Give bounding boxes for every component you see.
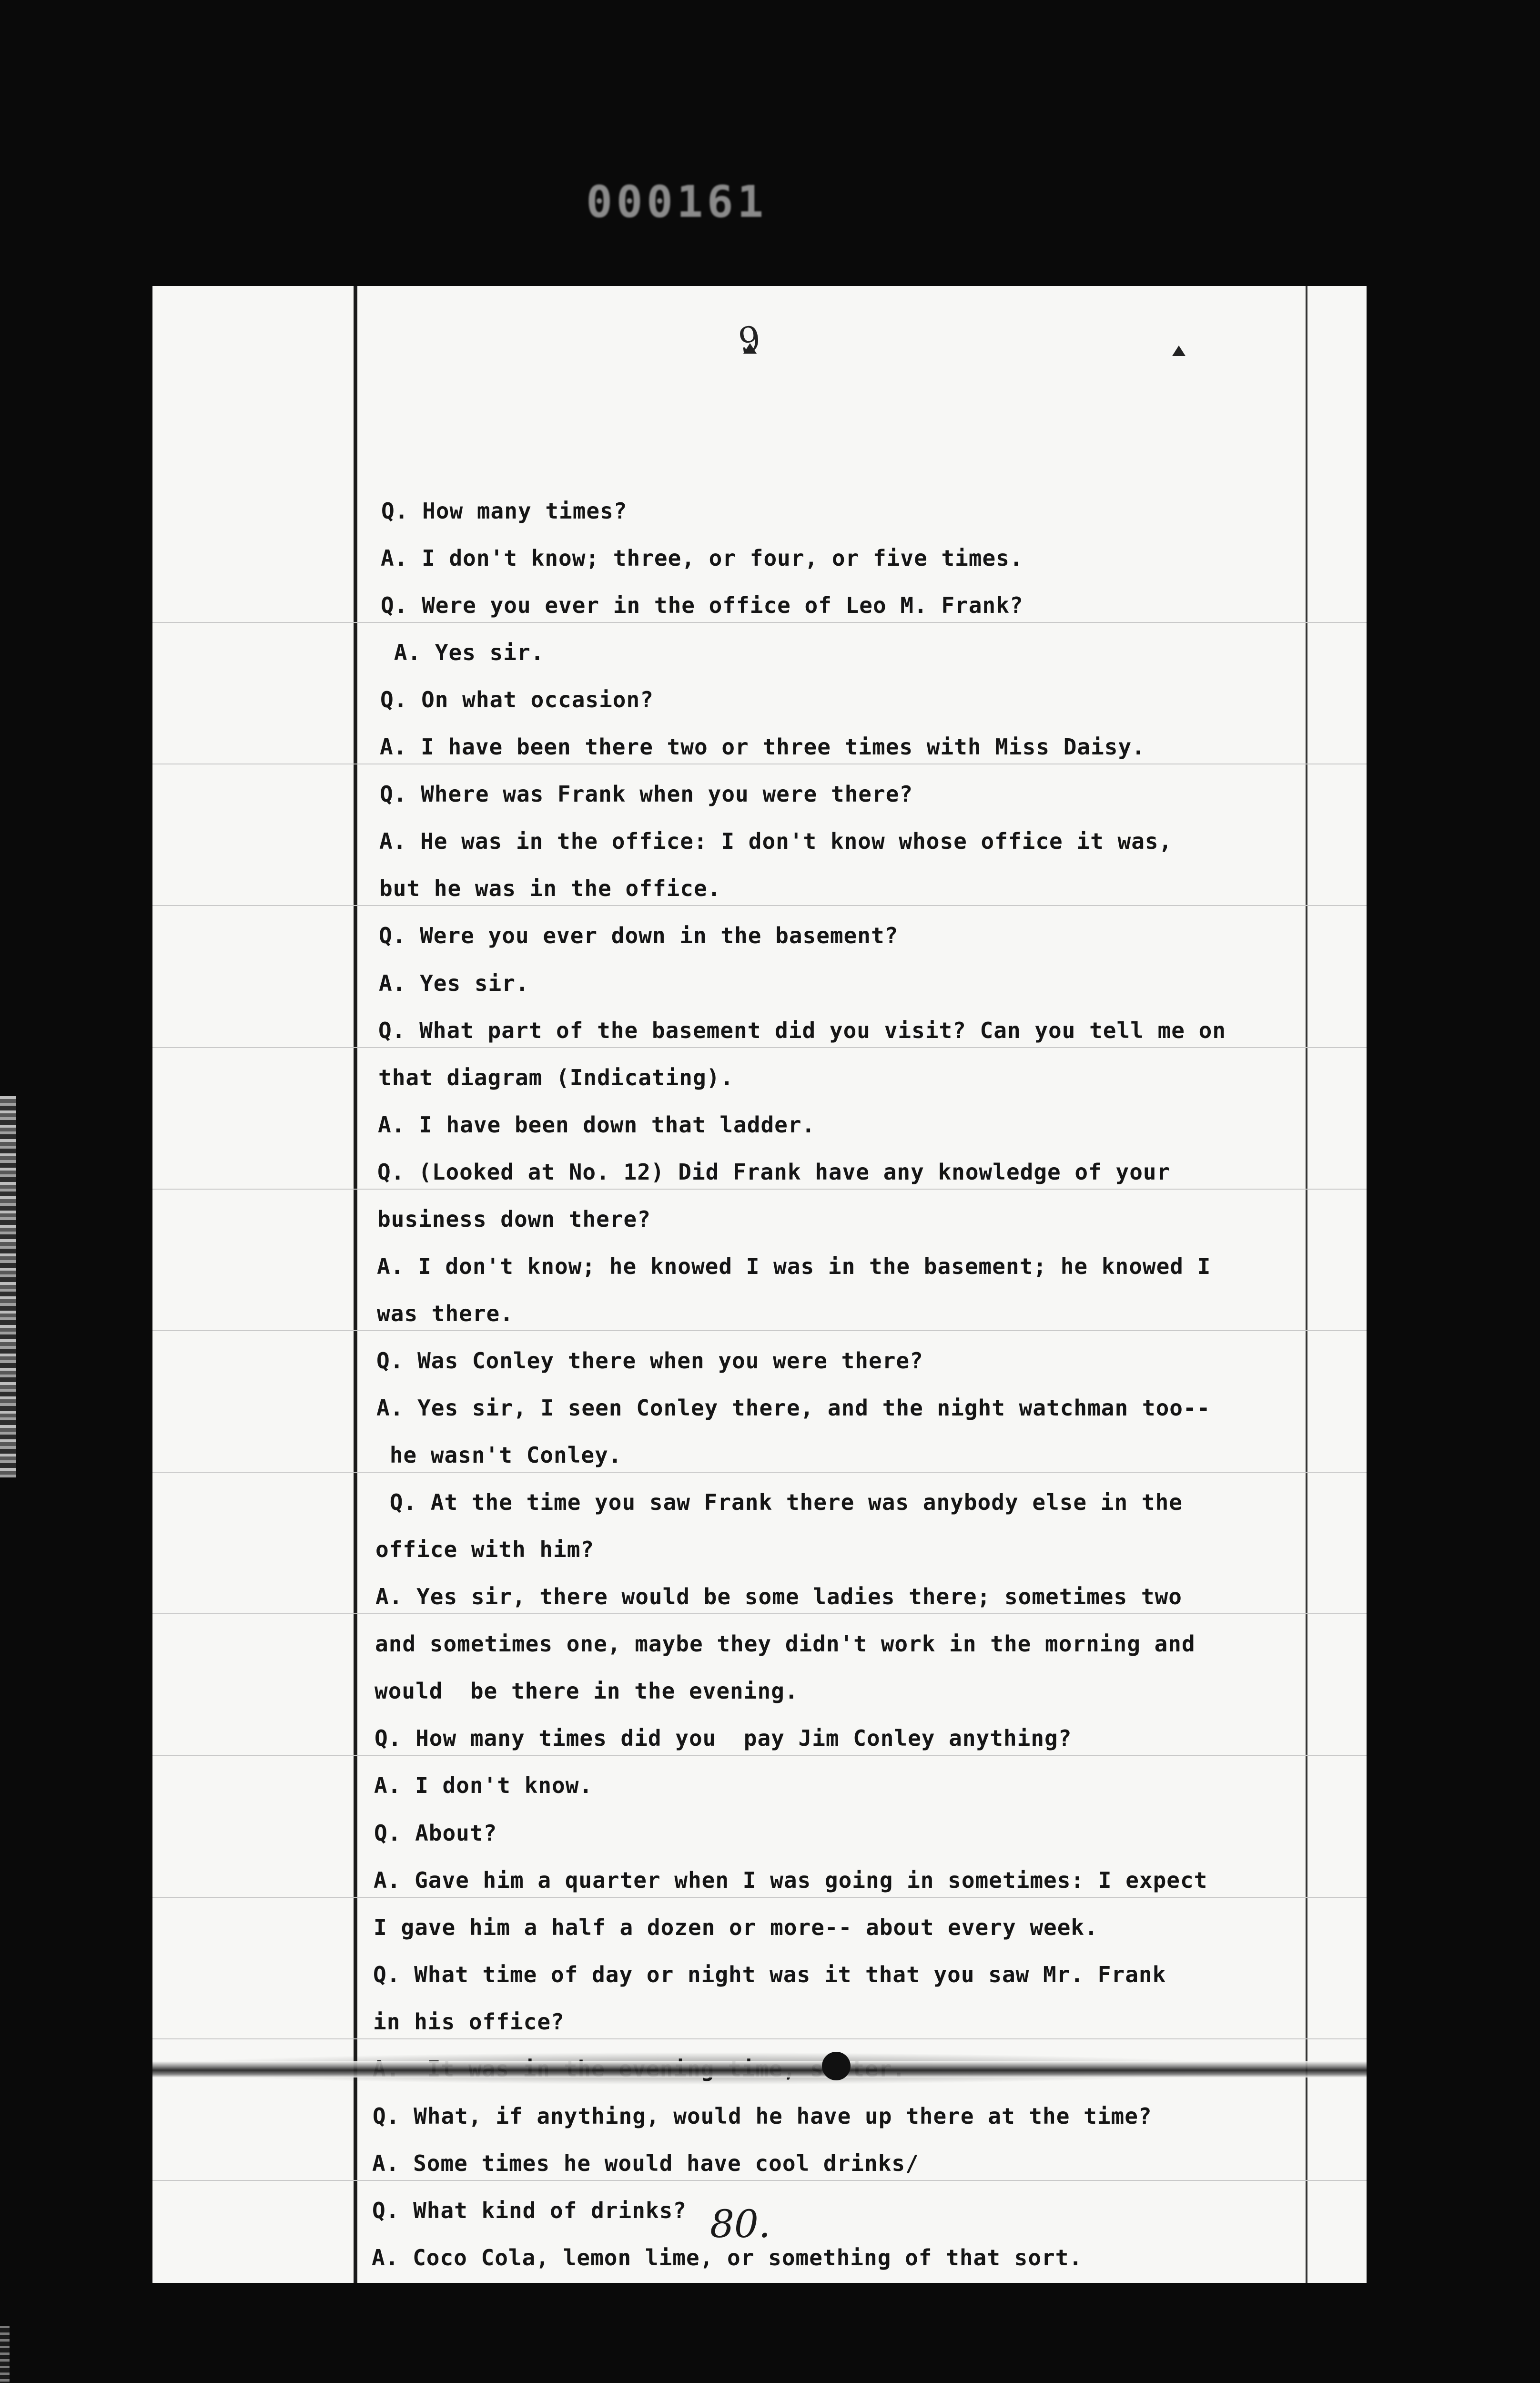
ruled-line <box>152 2038 1367 2039</box>
ruled-line <box>152 1330 1367 1331</box>
document-stamp-number: 000161 <box>586 176 768 227</box>
transcript-line: that diagram (Indicating). <box>378 1065 734 1090</box>
transcript-line: Q. On what occasion? <box>380 687 654 713</box>
transcript-line: A. I don't know; three, or four, or five times. <box>381 545 1023 571</box>
transcript-line: Q. How many times? <box>381 498 628 524</box>
transcript-line: A. Yes sir, I seen Conley there, and the night watchman too-- <box>376 1395 1211 1421</box>
transcript-line: Q. Was Conley there when you were there? <box>376 1348 923 1374</box>
ruled-line <box>152 1613 1367 1614</box>
mark-arrow-icon <box>743 343 757 354</box>
ruled-line <box>152 2180 1367 2181</box>
film-edge-strip <box>0 1096 16 1477</box>
transcript-line: A. Coco Cola, lemon lime, or something of that sort. <box>372 2245 1083 2271</box>
transcript-line: Q. What kind of drinks? <box>372 2198 687 2223</box>
transcript-line: business down there? <box>377 1206 651 1232</box>
ruled-line <box>152 1897 1367 1898</box>
transcript-line: I gave him a half a dozen or more-- about every week. <box>374 1915 1098 1940</box>
transcript-line: he wasn't Conley. <box>376 1442 622 1468</box>
ink-blot <box>822 2052 851 2080</box>
left-margin-rule <box>354 286 357 2283</box>
transcript-line: Q. (Looked at No. 12) Did Frank have any knowledge of your <box>377 1159 1171 1185</box>
ruled-line <box>152 905 1367 906</box>
transcript-line: in his office? <box>373 2009 565 2035</box>
transcript-line: and sometimes one, maybe they didn't work in the morning and <box>375 1631 1196 1657</box>
transcript-line: A. I have been there two or three times with Miss Daisy. <box>380 734 1145 760</box>
transcript-line: A. Gave him a quarter when I was going in sometimes: I expect <box>374 1867 1208 1893</box>
transcript-line: A. He was in the office: I don't know whose office it was, <box>379 828 1173 854</box>
film-edge-strip-lower <box>0 2326 10 2383</box>
ruled-line <box>152 1472 1367 1473</box>
transcript-line: Q. At the time you saw Frank there was anybody else in the <box>376 1489 1183 1515</box>
transcript-line: Q. About? <box>374 1820 497 1846</box>
transcript-line: A. I have been down that ladder. <box>378 1112 816 1138</box>
right-margin-rule <box>1306 286 1307 2283</box>
transcript-line: A. Yes sir. <box>379 970 529 996</box>
transcript-line: A. I don't know; he knowed I was in the basement; he knowed I <box>377 1253 1211 1279</box>
page-number-mark: 9 <box>736 318 763 361</box>
transcript-line: but he was in the office. <box>379 876 721 901</box>
transcript-line: was there. <box>377 1301 514 1326</box>
page-fold <box>152 2061 1367 2077</box>
handwritten-page-number: 80. <box>710 2202 771 2246</box>
transcript-line: Q. How many times did you pay Jim Conley anything? <box>375 1725 1072 1751</box>
transcript-line: Q. What time of day or night was it that you saw Mr. Frank <box>373 1962 1166 1987</box>
transcript-line: Q. Were you ever in the office of Leo M. Frank? <box>381 592 1023 618</box>
ruled-line <box>152 1047 1367 1048</box>
mark-arrow-icon <box>1172 346 1185 356</box>
transcript-line: A. I don't know. <box>374 1772 593 1798</box>
transcript-line: A. Yes sir, there would be some ladies there; sometimes two <box>375 1584 1182 1609</box>
transcript-line: A. Yes sir. <box>380 640 545 665</box>
transcript-line: Q. Were you ever down in the basement? <box>379 923 899 948</box>
transcript-line: Q. What part of the basement did you visit? Can you tell me on <box>378 1018 1226 1043</box>
transcript-line: Q. Where was Frank when you were there? <box>380 781 913 807</box>
ruled-line <box>152 1189 1367 1190</box>
transcript-line: Q. What, if anything, would he have up there at the time? <box>373 2103 1152 2129</box>
transcript-line: would be there in the evening. <box>375 1678 799 1704</box>
transcript-line: A. Some times he would have cool drinks/ <box>372 2150 919 2176</box>
ruled-line <box>152 1755 1367 1756</box>
transcript-page <box>152 286 1367 2283</box>
transcript-line: office with him? <box>375 1537 595 1562</box>
ruled-line <box>152 622 1367 623</box>
